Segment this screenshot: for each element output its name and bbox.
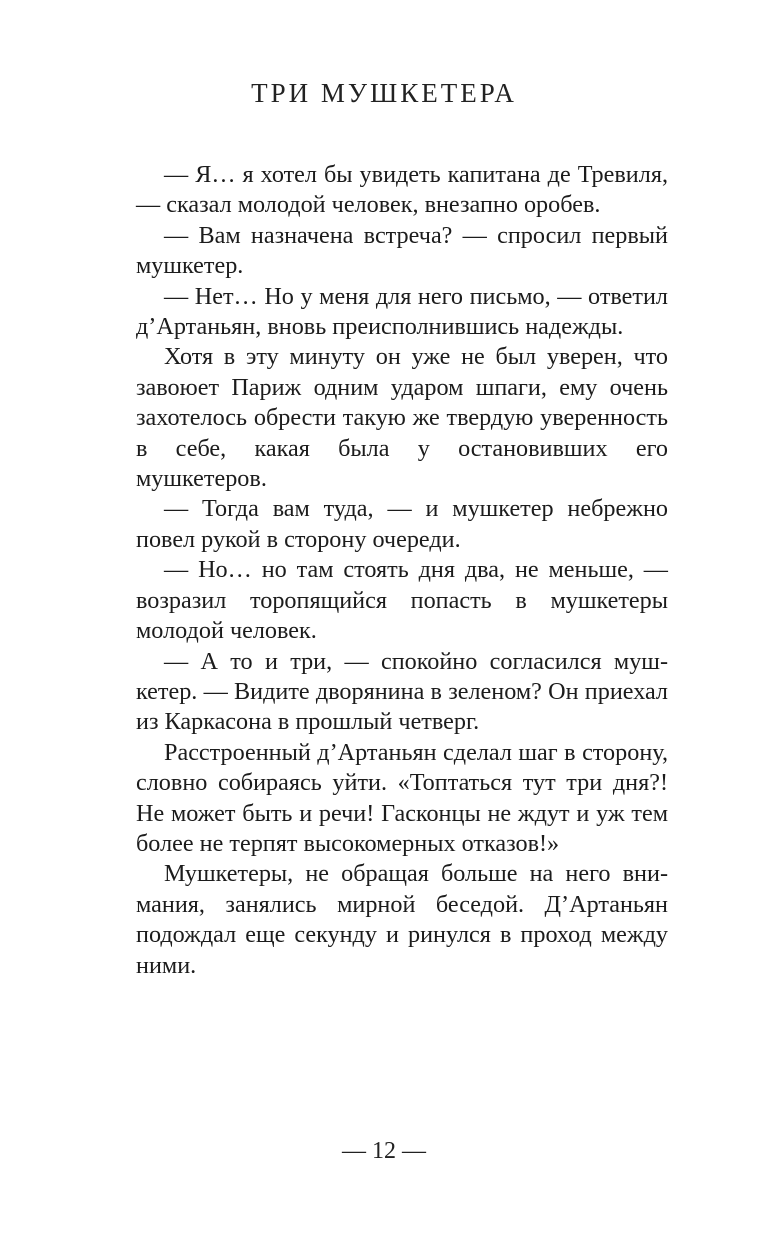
paragraph: Хотя в эту минуту он уже не был уверен, что завоюет Париж одним ударом шпаги, ему очень захотелось обрести такую же твердую уверенность в себе, какая была у остановивших его мушкетеров. [136,343,668,493]
body-text [136,160,668,981]
paragraph: — А то и три, — спокойно согласился мушкетер. — Видите дворянина в зеленом? Он приехал из Каркасона в прошлый четверг. [136,647,668,736]
running-title: ТРИ МУШКЕТЕРА [251,78,517,108]
paragraph: — Нет… Но у меня для него письмо, — ответил д’Артаньян, вновь преисполнившись надежды. [136,282,668,341]
paragraph: Мушкетеры, не обращая больше на него внимания, занялись мирной беседой. Д’Артаньян подождал еще секунду и ринулся в проход между ними. [136,860,668,979]
page-number: — 12 — [342,1138,426,1164]
paragraph: — Но… но там стоять дня два, не меньше, — возразил торопящийся попасть в мушкетеры молодой человек. [136,556,668,645]
paragraph: Расстроенный д’Артаньян сделал шаг в сторону, словно собираясь уйти. «Топтаться тут три дня?! Не может быть и речи! Гасконцы не ждут и уж тем более не терпят высокомерных отказов!» [136,738,668,857]
paragraph: — Я… я хотел бы увидеть капитана де Тревиля, — сказал молодой человек, внезапно оробев. [136,161,668,219]
paragraph: — Вам назначена встреча? — спросил первый мушкетер. [136,221,668,280]
paragraph: — Тогда вам туда, — и мушкетер небрежно повел рукой в сторону очереди. [136,495,668,553]
